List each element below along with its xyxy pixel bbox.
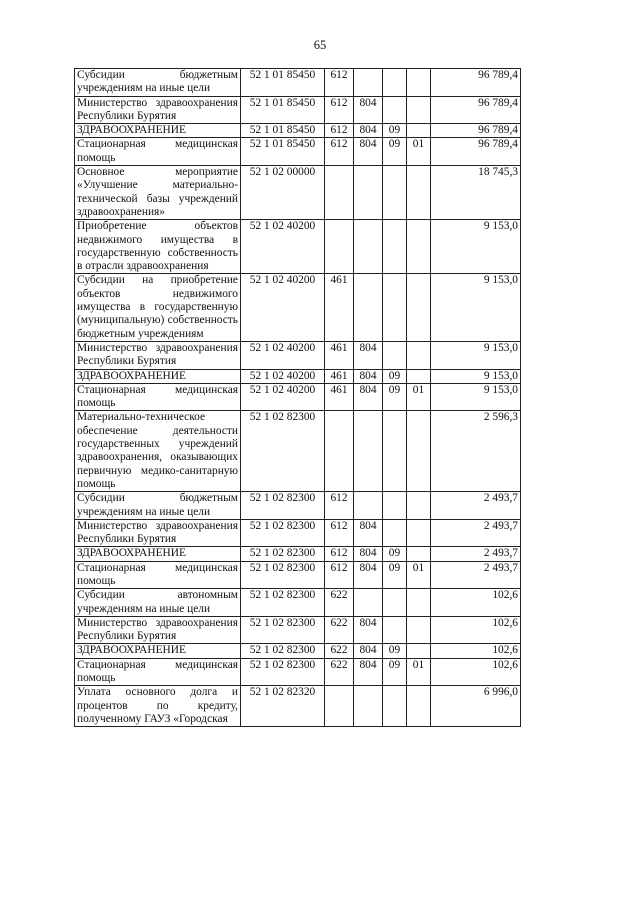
row-subsection	[407, 616, 431, 644]
row-section: 09	[383, 369, 407, 383]
row-subsection	[407, 411, 431, 492]
table-row	[75, 519, 521, 547]
table-row	[75, 341, 521, 369]
row-section	[383, 220, 407, 274]
row-target-code: 52 1 01 85450	[241, 124, 325, 138]
row-department: 804	[354, 547, 383, 561]
row-expense-type: 622	[325, 658, 354, 686]
row-amount: 9 153,0	[431, 341, 521, 369]
table-row	[75, 411, 521, 492]
row-subsection	[407, 274, 431, 341]
row-amount: 18 745,3	[431, 166, 521, 220]
row-expense-type: 612	[325, 138, 354, 166]
row-department	[354, 411, 383, 492]
row-section: 09	[383, 658, 407, 686]
row-expense-type: 461	[325, 369, 354, 383]
row-section	[383, 166, 407, 220]
row-department: 804	[354, 124, 383, 138]
row-expense-type: 612	[325, 124, 354, 138]
row-department	[354, 686, 383, 727]
row-target-code: 52 1 02 82320	[241, 686, 325, 727]
row-amount: 102,6	[431, 616, 521, 644]
row-amount: 9 153,0	[431, 220, 521, 274]
row-department	[354, 220, 383, 274]
row-expense-type: 622	[325, 616, 354, 644]
row-expense-type: 461	[325, 274, 354, 341]
row-expense-type: 612	[325, 96, 354, 124]
row-subsection	[407, 369, 431, 383]
budget-table	[74, 68, 521, 727]
row-name: Министерство здравоохранения Республики Бурятия	[75, 616, 241, 644]
row-amount: 2 596,3	[431, 411, 521, 492]
page-number: 65	[313, 38, 327, 52]
row-amount: 2 493,7	[431, 547, 521, 561]
row-expense-type: 622	[325, 644, 354, 658]
row-department: 804	[354, 519, 383, 547]
row-amount: 102,6	[431, 644, 521, 658]
row-name: Основное мероприятие «Улучшение материально-технической базы учреждений здравоохранения»	[75, 166, 241, 220]
row-department: 804	[354, 658, 383, 686]
row-section	[383, 589, 407, 617]
row-name: Приобретение объектов недвижимого имущества в государственную собственность в отрасли здравоохранения	[75, 220, 241, 274]
row-amount: 2 493,7	[431, 519, 521, 547]
row-department: 804	[354, 383, 383, 411]
row-department	[354, 274, 383, 341]
row-section	[383, 69, 407, 97]
table-row	[75, 686, 521, 727]
row-amount: 102,6	[431, 589, 521, 617]
row-name: Стационарная медицинская помощь	[75, 138, 241, 166]
table-row	[75, 166, 521, 220]
table-row	[75, 138, 521, 166]
row-amount: 9 153,0	[431, 274, 521, 341]
row-name: Уплата основного долга и процентов по кредиту, полученному ГАУЗ «Городская	[75, 686, 241, 727]
table-row	[75, 492, 521, 520]
row-name: Субсидии бюджетным учреждениям на иные цели	[75, 492, 241, 520]
table-row	[75, 561, 521, 589]
row-subsection	[407, 644, 431, 658]
row-subsection	[407, 519, 431, 547]
row-department	[354, 166, 383, 220]
table-row	[75, 547, 521, 561]
row-amount: 102,6	[431, 658, 521, 686]
row-subsection: 01	[407, 383, 431, 411]
row-name: ЗДРАВООХРАНЕНИЕ	[75, 547, 241, 561]
row-subsection	[407, 69, 431, 97]
row-subsection: 01	[407, 658, 431, 686]
row-expense-type: 461	[325, 341, 354, 369]
row-subsection	[407, 589, 431, 617]
row-department: 804	[354, 138, 383, 166]
row-target-code: 52 1 02 82300	[241, 492, 325, 520]
row-department	[354, 492, 383, 520]
row-section	[383, 96, 407, 124]
row-section	[383, 341, 407, 369]
row-target-code: 52 1 02 40200	[241, 341, 325, 369]
row-section: 09	[383, 124, 407, 138]
row-subsection	[407, 220, 431, 274]
row-department: 804	[354, 644, 383, 658]
row-target-code: 52 1 02 82300	[241, 589, 325, 617]
row-expense-type: 612	[325, 561, 354, 589]
row-target-code: 52 1 02 40200	[241, 369, 325, 383]
row-department: 804	[354, 561, 383, 589]
row-expense-type: 461	[325, 383, 354, 411]
row-name: Субсидии автономным учреждениям на иные цели	[75, 589, 241, 617]
row-section	[383, 274, 407, 341]
table-row	[75, 644, 521, 658]
row-department: 804	[354, 96, 383, 124]
row-section	[383, 519, 407, 547]
row-target-code: 52 1 01 85450	[241, 96, 325, 124]
row-subsection: 01	[407, 561, 431, 589]
table-row	[75, 124, 521, 138]
row-section	[383, 492, 407, 520]
row-subsection	[407, 492, 431, 520]
row-department: 804	[354, 616, 383, 644]
table-row	[75, 383, 521, 411]
row-target-code: 52 1 01 85450	[241, 138, 325, 166]
row-expense-type: 612	[325, 547, 354, 561]
row-subsection	[407, 341, 431, 369]
row-name: Министерство здравоохранения Республики Бурятия	[75, 341, 241, 369]
row-expense-type: 612	[325, 492, 354, 520]
row-expense-type: 612	[325, 519, 354, 547]
row-amount: 6 996,0	[431, 686, 521, 727]
table-row	[75, 616, 521, 644]
row-target-code: 52 1 02 82300	[241, 411, 325, 492]
table-row	[75, 220, 521, 274]
row-department: 804	[354, 341, 383, 369]
row-name: ЗДРАВООХРАНЕНИЕ	[75, 124, 241, 138]
row-subsection	[407, 96, 431, 124]
row-target-code: 52 1 02 00000	[241, 166, 325, 220]
row-target-code: 52 1 02 82300	[241, 616, 325, 644]
row-amount: 96 789,4	[431, 124, 521, 138]
row-name: Субсидии бюджетным учреждениям на иные цели	[75, 69, 241, 97]
row-expense-type: 612	[325, 69, 354, 97]
row-target-code: 52 1 01 85450	[241, 69, 325, 97]
row-amount: 96 789,4	[431, 138, 521, 166]
row-amount: 9 153,0	[431, 383, 521, 411]
row-target-code: 52 1 02 40200	[241, 220, 325, 274]
row-expense-type	[325, 166, 354, 220]
table-row	[75, 589, 521, 617]
row-section	[383, 411, 407, 492]
row-section: 09	[383, 561, 407, 589]
row-name: Субсидии на приобретение объектов недвижимого имущества в государственную (муниципальную) собственность бюджетным учреждениям	[75, 274, 241, 341]
row-name: Министерство здравоохранения Республики Бурятия	[75, 519, 241, 547]
row-amount: 9 153,0	[431, 369, 521, 383]
row-target-code: 52 1 02 40200	[241, 383, 325, 411]
row-target-code: 52 1 02 82300	[241, 644, 325, 658]
row-expense-type: 622	[325, 589, 354, 617]
row-subsection	[407, 124, 431, 138]
table-row	[75, 658, 521, 686]
row-amount: 2 493,7	[431, 561, 521, 589]
table-row	[75, 369, 521, 383]
row-subsection	[407, 166, 431, 220]
row-amount: 96 789,4	[431, 69, 521, 97]
row-expense-type	[325, 220, 354, 274]
row-amount: 96 789,4	[431, 96, 521, 124]
row-subsection: 01	[407, 138, 431, 166]
row-target-code: 52 1 02 82300	[241, 519, 325, 547]
table-row	[75, 96, 521, 124]
row-section: 09	[383, 547, 407, 561]
row-expense-type	[325, 686, 354, 727]
row-amount: 2 493,7	[431, 492, 521, 520]
row-department: 804	[354, 369, 383, 383]
row-section: 09	[383, 138, 407, 166]
table-row	[75, 69, 521, 97]
row-target-code: 52 1 02 40200	[241, 274, 325, 341]
row-section: 09	[383, 383, 407, 411]
row-name: Материально-техническое обеспечение деятельности государственных учреждений здравоохранения, оказывающих первичную медико-санитарную помощь	[75, 411, 241, 492]
row-name: Стационарная медицинская помощь	[75, 383, 241, 411]
row-subsection	[407, 686, 431, 727]
row-target-code: 52 1 02 82300	[241, 561, 325, 589]
table-row	[75, 274, 521, 341]
row-name: ЗДРАВООХРАНЕНИЕ	[75, 369, 241, 383]
row-department	[354, 589, 383, 617]
row-name: Стационарная медицинская помощь	[75, 561, 241, 589]
row-name: Министерство здравоохранения Республики Бурятия	[75, 96, 241, 124]
row-expense-type	[325, 411, 354, 492]
row-subsection	[407, 547, 431, 561]
row-section: 09	[383, 644, 407, 658]
row-target-code: 52 1 02 82300	[241, 547, 325, 561]
row-department	[354, 69, 383, 97]
row-section	[383, 686, 407, 727]
row-section	[383, 616, 407, 644]
row-name: Стационарная медицинская помощь	[75, 658, 241, 686]
row-target-code: 52 1 02 82300	[241, 658, 325, 686]
row-name: ЗДРАВООХРАНЕНИЕ	[75, 644, 241, 658]
